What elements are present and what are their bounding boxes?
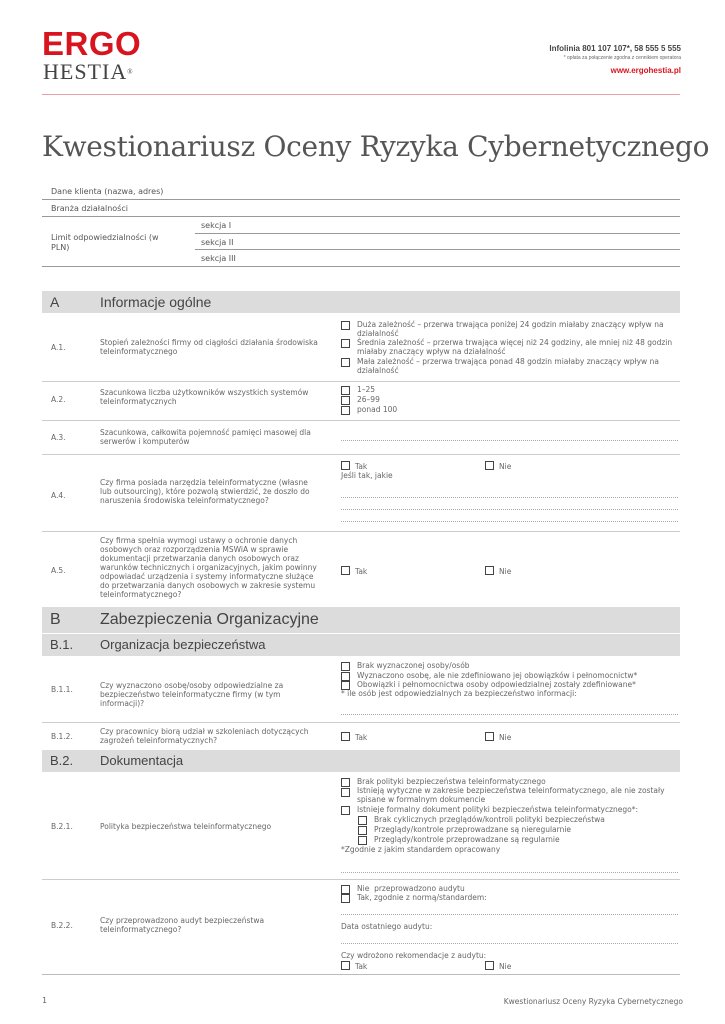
option-label: Istnieją wytyczne w zakresie bezpieczeństwa teleinformatycznego, ale nie zostały spisane w formalnym dokumencie bbox=[357, 786, 665, 804]
question-text: Polityka bezpieczeństwa teleinformatycznego bbox=[100, 822, 272, 831]
section-b-header bbox=[42, 607, 680, 633]
infoline-phone: Infolinia 801 107 107*, 58 555 5 555 bbox=[549, 44, 681, 53]
infoline-note: * opłata za połączenie zgodna z cennikiem operatora bbox=[563, 55, 681, 61]
note-text: *Zgodnie z jakim standardem opracowany bbox=[341, 845, 501, 854]
checkbox[interactable] bbox=[358, 816, 367, 825]
section1-field[interactable] bbox=[195, 233, 680, 234]
no-option[interactable] bbox=[485, 732, 511, 742]
if-yes-label: Jeśli tak, jakie bbox=[341, 471, 393, 480]
subsection-b2-header bbox=[42, 750, 680, 772]
checkbox[interactable] bbox=[341, 386, 350, 395]
page-title: Kwestionariusz Oceny Ryzyka Cybernetycznego bbox=[42, 130, 710, 163]
question-text: Czy wyznaczono osobę/osoby odpowiedzialne za bezpieczeństwo teleinformatyczne firmy (w tym informacji)? bbox=[100, 681, 284, 708]
option-label: Brak cyklicznych przeglądów/kontroli polityki bezpieczeństwa bbox=[374, 815, 605, 824]
last-audit-label: Data ostatniego audytu: bbox=[341, 922, 433, 931]
section-b-letter: B bbox=[50, 611, 61, 628]
industry-label: Branża działalności bbox=[51, 204, 128, 213]
section2-label: sekcja II bbox=[201, 238, 234, 247]
question-text: Czy firma posiada narzędzia teleinformatyczne (własne lub outsourcing), które pozwolą stwierdzić, że doszło do naruszenia środowiska teleinformatycznego? bbox=[100, 478, 310, 505]
website-link[interactable]: www.ergohestia.pl bbox=[610, 66, 681, 75]
answer-line[interactable] bbox=[341, 943, 678, 944]
option-label: 1–25 bbox=[357, 385, 376, 394]
option-label: Duża zależność – przerwa trwająca poniżej 24 godzin miałaby znaczący wpływ na działalność bbox=[357, 320, 664, 338]
checkbox[interactable] bbox=[485, 732, 494, 741]
row-divider bbox=[42, 531, 680, 532]
yes-label: Tak bbox=[355, 733, 368, 742]
option-label: Brak polityki bezpieczeństwa teleinformatycznego bbox=[357, 777, 546, 786]
note-text: * ile osób jest odpowiedzialnych za bezpieczeństwo informacji: bbox=[341, 689, 577, 698]
checkbox[interactable] bbox=[341, 732, 350, 741]
question-number: B.1.2. bbox=[51, 732, 73, 741]
checkbox[interactable] bbox=[341, 961, 350, 970]
answer-line[interactable] bbox=[341, 440, 678, 441]
subsection-b1-number: B.1. bbox=[50, 637, 74, 652]
no-option[interactable] bbox=[485, 961, 511, 971]
row-divider bbox=[42, 722, 680, 723]
section-b-title: Zabezpieczenia Organizacyjne bbox=[100, 611, 319, 628]
yes-label: Tak bbox=[355, 462, 368, 471]
option-label: Brak wyznaczonej osoby/osób bbox=[357, 661, 470, 670]
subsection-b2-title: Dokumentacja bbox=[100, 753, 184, 768]
checkbox[interactable] bbox=[341, 406, 350, 415]
yes-label: Tak bbox=[355, 962, 368, 971]
question-text: Czy przeprowadzono audyt bezpieczeństwa teleinformatycznego? bbox=[100, 916, 265, 934]
option-label: Mała zależność – przerwa trwająca ponad 48 godzin miałaby znaczący wpływ na działalność bbox=[357, 357, 659, 375]
question-number: A.5. bbox=[51, 566, 66, 575]
checkbox[interactable] bbox=[485, 961, 494, 970]
row-divider bbox=[42, 879, 680, 880]
answer-line[interactable] bbox=[341, 714, 678, 715]
answer-line[interactable] bbox=[341, 497, 678, 498]
row-divider bbox=[42, 454, 680, 455]
subsection-b1-header bbox=[42, 634, 680, 656]
question-text: Stopień zależności firmy od ciągłości działania środowiska teleinformatycznego bbox=[100, 338, 318, 356]
yes-option[interactable] bbox=[341, 566, 367, 576]
question-text: Szacunkowa, całkowita pojemność pamięci masowej dla serwerów i komputerów bbox=[100, 428, 311, 446]
question-number: A.1. bbox=[51, 343, 66, 352]
industry-field[interactable] bbox=[42, 216, 680, 217]
yes-option[interactable] bbox=[341, 461, 367, 471]
limit-label: Limit odpowiedzialności (w PLN) bbox=[51, 233, 159, 252]
checkbox[interactable] bbox=[341, 806, 350, 815]
option-label: Średnia zależność – przerwa trwająca więcej niż 24 godziny, ale mniej niż 48 godzin miałaby znaczący wpływ na działalność bbox=[357, 338, 673, 356]
checkbox[interactable] bbox=[485, 461, 494, 470]
checkbox[interactable] bbox=[341, 321, 350, 330]
option-label: Przeglądy/kontrole przeprowadzane są regularnie bbox=[374, 835, 560, 844]
section-a-letter: A bbox=[50, 294, 60, 310]
option-label: Przeglądy/kontrole przeprowadzane są nieregularnie bbox=[374, 825, 572, 834]
client-label: Dane klienta (nazwa, adres) bbox=[51, 187, 164, 196]
answer-line[interactable] bbox=[341, 914, 678, 915]
section2-field[interactable] bbox=[195, 249, 680, 250]
recommendations-label: Czy wdrożono rekomendacje z audytu: bbox=[341, 951, 487, 960]
question-text: Czy firma spełnia wymogi ustawy o ochronie danych osobowych oraz rozporządzenia MSWiA w sprawie dokumentacji przetwarzania danych osobowych oraz warunków technicznych i organizacyjnych, jakim powinny odpowiadać urządzenia i systemy informatyczne służące do przetwarzania danych osobowych w zakresie systemu teleinformatycznego? bbox=[100, 536, 317, 599]
no-label: Nie bbox=[499, 962, 512, 971]
no-option[interactable] bbox=[485, 461, 511, 471]
no-label: Nie bbox=[499, 733, 512, 742]
checkbox[interactable] bbox=[341, 461, 350, 470]
no-option[interactable] bbox=[485, 566, 511, 576]
checkbox[interactable] bbox=[341, 885, 350, 894]
page-number: 1 bbox=[42, 996, 48, 1005]
client-field[interactable] bbox=[42, 199, 680, 200]
checkbox[interactable] bbox=[485, 566, 494, 575]
logo-hestia: HESTIA® bbox=[43, 59, 134, 84]
option-label: ponad 100 bbox=[357, 405, 398, 414]
question-number: B.2.2. bbox=[51, 921, 73, 930]
option-label: Obowiązki i pełnomocnictwa osoby odpowiedzialnej zostały zdefiniowane* bbox=[357, 680, 636, 689]
row-divider bbox=[42, 974, 680, 975]
option-label: 26–99 bbox=[357, 395, 380, 404]
checkbox[interactable] bbox=[358, 836, 367, 845]
checkbox[interactable] bbox=[341, 894, 350, 903]
row-divider bbox=[42, 420, 680, 421]
subsection-b1-title: Organizacja bezpieczeństwa bbox=[100, 637, 266, 652]
section-a-title: Informacje ogólne bbox=[100, 294, 212, 310]
footer-title: Kwestionariusz Oceny Ryzyka Cybernetycznego bbox=[503, 997, 683, 1006]
option-label: Tak, zgodnie z normą/standardem: bbox=[357, 893, 487, 902]
checkbox[interactable] bbox=[341, 672, 350, 681]
no-label: Nie bbox=[499, 462, 512, 471]
checkbox[interactable] bbox=[341, 358, 350, 367]
answer-line[interactable] bbox=[341, 872, 678, 873]
checkbox[interactable] bbox=[341, 339, 350, 348]
section3-field[interactable] bbox=[42, 266, 680, 267]
subsection-b2-number: B.2. bbox=[50, 753, 74, 768]
header-divider bbox=[42, 94, 680, 95]
question-text: Czy pracownicy biorą udział w szkoleniach dotyczących zagrożeń teleinformatycznych? bbox=[100, 727, 309, 745]
section3-label: sekcja III bbox=[201, 254, 236, 263]
option-label: Wyznaczono osobę, ale nie zdefiniowano jej obowiązków i pełnomocnictw* bbox=[357, 671, 638, 680]
section-a-header bbox=[42, 291, 680, 313]
question-number: A.2. bbox=[51, 395, 66, 404]
yes-option[interactable] bbox=[341, 732, 367, 742]
yes-label: Tak bbox=[355, 567, 368, 576]
question-number: B.1.1. bbox=[51, 685, 73, 694]
answer-line[interactable] bbox=[341, 521, 678, 522]
option-label: Nie przeprowadzono audytu bbox=[357, 884, 465, 893]
logo-ergo: ERGO bbox=[42, 25, 142, 62]
checkbox[interactable] bbox=[341, 662, 350, 671]
checkbox[interactable] bbox=[341, 396, 350, 405]
checkbox[interactable] bbox=[341, 778, 350, 787]
section1-label: sekcja I bbox=[201, 221, 232, 230]
question-number: B.2.1. bbox=[51, 822, 73, 831]
question-number: A.3. bbox=[51, 433, 66, 442]
option-label: Istnieje formalny dokument polityki bezpieczeństwa teleinformatycznego*: bbox=[357, 805, 639, 814]
answer-line[interactable] bbox=[341, 509, 678, 510]
checkbox[interactable] bbox=[341, 788, 350, 797]
no-label: Nie bbox=[499, 567, 512, 576]
question-text: Szacunkowa liczba użytkowników wszystkich systemów teleinformatycznych bbox=[100, 388, 309, 406]
checkbox[interactable] bbox=[341, 566, 350, 575]
question-number: A.4. bbox=[51, 491, 66, 500]
row-divider bbox=[42, 381, 680, 382]
yes-option[interactable] bbox=[341, 961, 367, 971]
checkbox[interactable] bbox=[358, 826, 367, 835]
